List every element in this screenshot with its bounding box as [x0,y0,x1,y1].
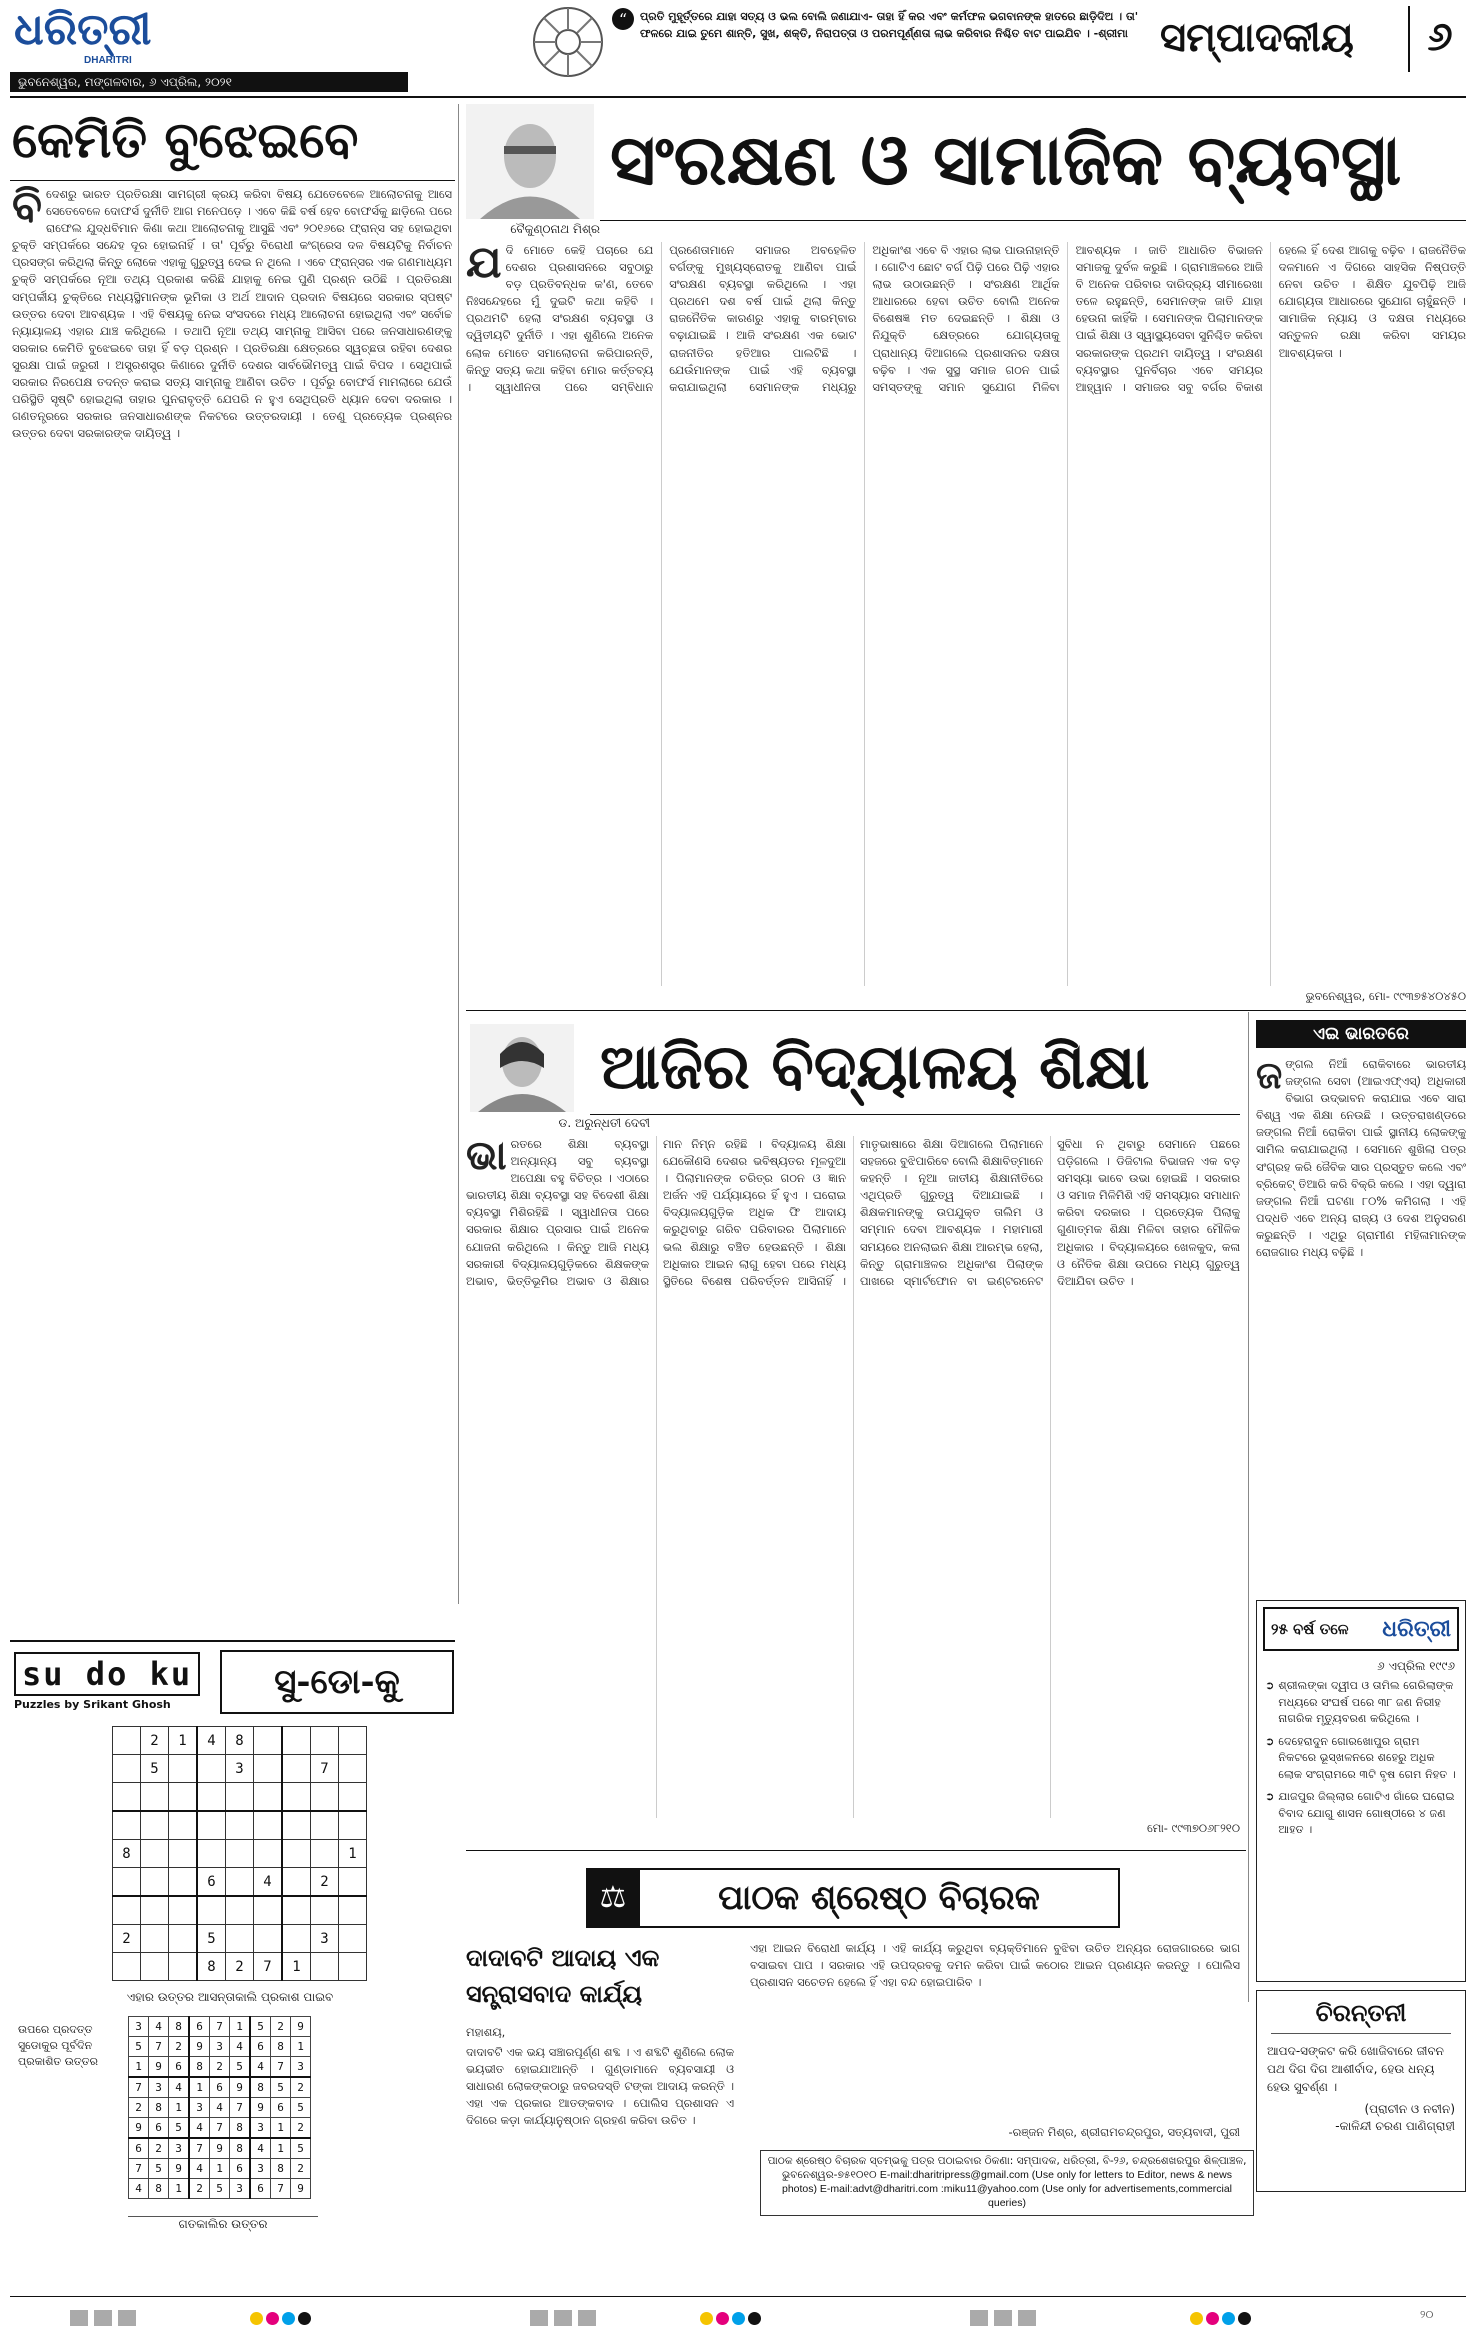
article2-body [466,1136,1240,1818]
sudoku-cell: 2 [271,2017,291,2037]
masthead-rule [10,96,1466,98]
sudoku-cell: 1 [271,2138,291,2159]
sudoku-cell: 2 [210,2057,230,2078]
sudoku-cell: 7 [210,2017,230,2037]
sudoku-row [113,1868,367,1897]
sudoku-cell [197,1783,226,1812]
sudoku-cell [254,1896,283,1925]
years25-list [1257,1676,1465,1841]
print-marks [10,2306,1466,2332]
sudoku-cell: 8 [230,2118,251,2139]
sudoku-cell: 9 [230,2077,251,2098]
sudoku-cell [254,1840,283,1868]
dateline-bar [10,72,408,92]
sudoku-cell [141,1896,169,1925]
sudoku-cell [282,1727,311,1755]
years25-item: ➲ ଶ୍ରୀଲଙ୍କା ଦ୍ୱୀପ ଓ ତାମିଲ ଗେରିଲାଙ୍କ ମଧ୍ୟରେ ସଂଘର୍ଷ ପରେ ୩୮ ଜଣ ନିରୀହ ନାଗରିକ ମୃତ୍ୟୁବରଣ କରିଥିଲେ । [1265,1679,1454,1725]
footer-rule [10,2296,1466,2297]
reg-dot-icon [1222,2312,1235,2325]
letters-banner-text: ପାଠକ ଶ୍ରେଷ୍ଠ ବିଚାରକ [718,1878,1040,1918]
sudoku-cell: 6 [250,2179,271,2199]
sudoku-cell: 9 [291,2179,311,2199]
sudoku-cell: 6 [189,2017,210,2037]
author-photo-1 [466,104,594,219]
letter-salutation: ମହାଶୟ, [466,2025,506,2039]
sudoku-cell: 9 [189,2037,210,2057]
sudoku-cell [197,1755,226,1783]
gray-strip-mid [530,2310,602,2330]
reg-dot-icon [748,2312,761,2325]
sudoku-cell: 3 [230,2179,251,2199]
letter-contact-od: ପାଠକ ଶ୍ରେଷ୍ଠ ବିଚାରକ ସ୍ତମ୍ଭକୁ ପତ୍ର ପଠାଇବାର ଠିକଣା: ସମ୍ପାଦକ, ଧରିତ୍ରୀ, ବି-୨୬, ଚନ୍ଦ୍ରଶେଖରପୁର ଶିଳ୍ପାଞ୍ଚଳ, ଭୁବନେଶ୍ୱର-୭୫୧୦୧୦ [767,2155,1247,2181]
sudoku-cell [141,1953,169,1981]
sudoku-cell: 1 [189,2077,210,2098]
letter-body-1: ଦାଦାବଟି ଏକ ଭୟ ସଞ୍ଚାରପୂର୍ଣ୍ଣ ଶବ୍ଦ । ଏ ଶବ୍ଦଟି ଶୁଣିଲେ ଲୋକ ଭୟଭୀତ ହୋଇଯାଆନ୍ତି । ଗୁଣ୍ଡାମାନେ ବ୍ୟବସାୟୀ ଓ ସାଧାରଣ ଲୋକଙ୍କଠାରୁ ଜବରଦସ୍ତି ଟଙ୍କା ଆଦାୟ କରନ୍ତି । ଏହା ଏକ ପ୍ରକାର ଆତଙ୍କବାଦ । ପୋଲିସ ପ୍ରଶାସନ ଏ ଦିଗରେ କଡ଼ା କାର୍ଯ୍ୟାନୁଷ୍ଠାନ ଗ୍ରହଣ କରିବା ଉଚିତ । [466,2045,734,2128]
sudoku-cell [197,1896,226,1925]
sudoku-cell: 6 [129,2138,149,2159]
logo-text: ଧରିତ୍ରୀ [14,4,152,55]
sudoku-cell: 2 [129,2098,149,2118]
sudoku-cell: 1 [169,1727,198,1755]
sudoku-cell: 5 [197,1925,226,1953]
sudoku-cell: 8 [226,1727,254,1755]
editorial-divider [458,104,459,1604]
years25-banner [1263,1607,1459,1651]
sudoku-cell: 2 [169,2037,190,2057]
sudoku-cell: 1 [129,2057,149,2078]
sudoku-row [129,2159,311,2179]
years25-date: ୬ ଏପ୍ରିଲ ୧୯୯୬ [1377,1659,1455,1673]
sudoku-row [129,2037,311,2057]
article1-dropcap: ଯ [466,242,502,288]
years25-item: ➲ ଯାଜପୁର ଜିଲ୍ଲାର ଗୋଟିଏ ଗାଁରେ ଘରୋଇ ବିବାଦ ଯୋଗୁ ଶାସନ ଗୋଷ୍ଠୀରେ ୪ ଜଣ ଆହତ । [1265,1790,1455,1836]
article1-text: ଦି ମୋତେ କେହି ପଚାରେ ଯେ ଦେଶର ପ୍ରଶାସନରେ ସବୁଠାରୁ ବଡ଼ ପ୍ରତିବନ୍ଧକ କ'ଣ, ତେବେ ନିଃସନ୍ଦେହରେ ମୁଁ ଦୁଇଟି କଥା କହିବି । ପ୍ରଥମଟି ହେଲା ସଂରକ୍ଷଣ ବ୍ୟବସ୍ଥା ଓ ଦ୍ୱିତୀୟଟି ଦୁର୍ନୀତି । ଏହା ଶୁଣିଲେ ଅନେକ ଲୋକ ମୋତେ ସମାଲୋଚନା କରିପାରନ୍ତି, କିନ୍ତୁ ସତ୍ୟ କଥା କହିବା ମୋର କର୍ତ୍ତବ୍ୟ । ସ୍ୱାଧୀନତା ପରେ ସମ୍ବିଧାନ ପ୍ରଣେତାମାନେ ସମାଜର ଅବହେଳିତ ବର୍ଗଙ୍କୁ ମୁଖ୍ୟସ୍ରୋତକୁ ଆଣିବା ପାଇଁ ସଂରକ୍ଷଣ ବ୍ୟବସ୍ଥା କରିଥିଲେ । ଏହା ପ୍ରଥମେ ଦଶ ବର୍ଷ ପାଇଁ ଥିଲା କିନ୍ତୁ ରାଜନୈତିକ କାରଣରୁ ଏହାକୁ ବାରମ୍ବାର ବଢ଼ାଯାଇଛି । ଆଜି ସଂରକ୍ଷଣ ଏକ ଭୋଟ ରାଜନୀତିର ହତିଆର ପାଲଟିଛି । ଯେଉଁମାନଙ୍କ ପାଇଁ ଏହି ବ୍ୟବସ୍ଥା କରାଯାଇଥିଲା ସେମାନଙ୍କ ମଧ୍ୟରୁ ଅଧିକାଂଶ ଏବେ ବି ଏହାର ଲାଭ ପାଉନାହାନ୍ତି । ଗୋଟିଏ ଛୋଟ ବର୍ଗ ପିଢ଼ି ପରେ ପିଢ଼ି ଏହାର ଲାଭ ଉଠାଉଛନ୍ତି । ସଂରକ୍ଷଣ ଆର୍ଥିକ ଆଧାରରେ ହେବା ଉଚିତ ବୋଲି ଅନେକ ବିଶେଷଜ୍ଞ ମତ ଦେଇଛନ୍ତି । ଶିକ୍ଷା ଓ ନିଯୁକ୍ତି କ୍ଷେତ୍ରରେ ଯୋଗ୍ୟତାକୁ ପ୍ରାଧାନ୍ୟ ଦିଆଗଲେ ପ୍ରଶାସନର ଦକ୍ଷତା ବଢ଼ିବ । ଏକ ସୁସ୍ଥ ସମାଜ ଗଠନ ପାଇଁ ସମସ୍ତଙ୍କୁ ସମାନ ସୁଯୋଗ ମିଳିବା ଆବଶ୍ୟକ । ଜାତି ଆଧାରିତ ବିଭାଜନ ସମାଜକୁ ଦୁର୍ବଳ କରୁଛି । ଗ୍ରାମାଞ୍ଚଳରେ ଆଜି ବି ଅନେକ ପରିବାର ଦାରିଦ୍ର୍ୟ ସୀମାରେଖା ତଳେ ରହୁଛନ୍ତି, ସେମାନଙ୍କ ଜାତି ଯାହା ହେଉନା କାହିଁକି । ସେମାନଙ୍କ ପିଲାମାନଙ୍କ ପାଇଁ ଶିକ୍ଷା ଓ ସ୍ୱାସ୍ଥ୍ୟସେବା ସୁନିଶ୍ଚିତ କରିବା ସରକାରଙ୍କ ପ୍ରଥମ ଦାୟିତ୍ୱ । ସଂରକ୍ଷଣ ବ୍ୟବସ୍ଥାର ପୁନର୍ବିଚାର ଏବେ ସମୟର ଆହ୍ୱାନ । ସମାଜର ସବୁ ବର୍ଗର ବିକାଶ ହେଲେ ହିଁ ଦେଶ ଆଗକୁ ବଢ଼ିବ । ରାଜନୈତିକ ଦଳମାନେ ଏ ଦିଗରେ ସାହସିକ ନିଷ୍ପତ୍ତି ନେବା ଉଚିତ । ଶିକ୍ଷିତ ଯୁବପିଢ଼ି ଆଜି ଯୋଗ୍ୟତା ଆଧାରରେ ସୁଯୋଗ ଚାହୁଁଛନ୍ତି । ସାମାଜିକ ନ୍ୟାୟ ଓ ଦକ୍ଷତା ମଧ୍ୟରେ ସନ୍ତୁଳନ ରକ୍ଷା କରିବା ସମୟର ଆବଶ୍ୟକତା । [466,243,1466,394]
section-title: ସମ୍ପାଦକୀୟ [1160,14,1354,61]
reg-mark-3 [1190,2310,1254,2329]
sudoku-cell: 4 [250,2057,271,2078]
sudoku-cell: 3 [250,2159,271,2179]
sudoku-row [129,2017,311,2037]
gavel-icon: ⚖ [586,1870,640,1926]
sudoku-cell: 2 [291,2159,311,2179]
sudoku-cell: 3 [149,2077,169,2098]
sudoku-answer-note: ଏହାର ଉତ୍ତର ଆସନ୍ତାକାଲି ପ୍ରକାଶ ପାଇବ [126,1990,334,2004]
sudoku-cell [339,1953,367,1981]
sudoku-cell: 1 [282,1953,311,1981]
sidebar-divider [1248,1012,1249,2002]
sudoku-row [129,2057,311,2078]
masthead-quote: ପ୍ରତି ମୁହୂର୍ତ୍ତରେ ଯାହା ସତ୍ୟ ଓ ଭଲ ବୋଲି ଜଣାଯାଏ- ତାହା ହିଁ କର ଏବଂ କର୍ମଫଳ ଭଗବାନଙ୍କ ହାତରେ ଛାଡ଼ିଦିଅ । ତା' ଫଳରେ ଯାଇ ତୁମେ ଶାନ୍ତି, ସୁଖ, ଶକ୍ତି, ନିରାପତ୍ତା ଓ ପରମପୂର୍ଣ୍ଣତା ଲାଭ କରିବାର ନିଶ୍ଚିତ ବାଟ ପାଇଯିବ । -ଶ୍ରୀମା [640,10,1139,40]
sudoku-cell [254,1783,283,1812]
reg-dot-icon [716,2312,729,2325]
page-code: ୨୦ [1420,2308,1434,2321]
sudoku-cell: 6 [197,1868,226,1897]
sudoku-cell: 1 [210,2159,230,2179]
sudoku-cell [113,1811,141,1840]
article2-dropcap: ଭା [466,1136,507,1179]
sudoku-cell [113,1896,141,1925]
chirantani-heading: ଚିରନ୍ତନୀ [1271,1993,1451,2034]
e-bharatare-dropcap: ଜ [1256,1056,1283,1097]
sudoku-row [113,1727,367,1755]
sudoku-cell: 9 [210,2138,230,2159]
sudoku-cell: 4 [149,2017,169,2037]
sudoku-row [129,2179,311,2199]
sudoku-cell: 8 [230,2138,251,2159]
sudoku-row [113,1783,367,1812]
editorial-dropcap: ବି [12,186,43,232]
sudoku-cell [226,1925,254,1953]
quote-mark-icon: “ [612,8,634,30]
years25-box [1256,1600,1466,1982]
sudoku-cell: 8 [271,2159,291,2179]
sudoku-cell [226,1783,254,1812]
sudoku-cell: 4 [250,2138,271,2159]
sudoku-cell: 4 [169,2077,190,2098]
sudoku-cell: 7 [129,2077,149,2098]
sudoku-cell: 4 [254,1868,283,1897]
sudoku-cell [282,1783,311,1812]
sudoku-cell: 5 [271,2077,291,2098]
sudoku-cell [113,1953,141,1981]
sudoku-cell [197,1811,226,1840]
sudoku-cell: 3 [250,2118,271,2139]
sudoku-solution-grid [128,2016,311,2199]
letters-top-rule [466,1850,1246,1851]
sudoku-cell: 6 [271,2098,291,2118]
sudoku-cell: 9 [169,2159,190,2179]
sudoku-cell: 3 [169,2138,190,2159]
sudoku-cell: 8 [189,2057,210,2078]
sudoku-cell: 2 [291,2077,311,2098]
sudoku-solution-note: ଉପରେ ପ୍ରଦତ୍ତ ସୁଡୋକୁର ପୂର୍ବଦିନ ପ୍ରକାଶିତ ଉତ୍ତର [18,2023,98,2068]
sudoku-cell [141,1840,169,1868]
sudoku-cell: 4 [129,2179,149,2199]
sudoku-cell: 5 [210,2179,230,2199]
sudoku-row [129,2098,311,2118]
article2-author: ଡ. ଅରୁନ୍ଧତୀ ଦେବୀ [558,1116,650,1130]
sudoku-cell: 4 [189,2159,210,2179]
sudoku-cell [282,1896,311,1925]
sudoku-solution-caption: ଗତକାଲିର ଉତ୍ତର [128,2216,318,2232]
sudoku-cell [169,1811,198,1840]
logo-sub: DHARITRI [84,55,132,66]
sudoku-cell: 3 [226,1755,254,1783]
sudoku-cell [339,1783,367,1812]
sudoku-cell: 5 [129,2037,149,2057]
sudoku-cell: 6 [210,2077,230,2098]
sudoku-row [129,2077,311,2098]
sudoku-cell [254,1811,283,1840]
article1-bottom-rule [466,1010,1466,1011]
sudoku-cell [169,1783,198,1812]
gray-strip-right [970,2310,1042,2330]
letters-banner [586,1868,1120,1928]
article2-contact: ମୋ- ୯୯୩୭୦୬୮୨୧୦ [1146,1821,1240,1835]
sudoku-cell: 7 [254,1953,283,1981]
sudoku-cell: 5 [291,2098,311,2118]
sudoku-cell [226,1840,254,1868]
sudoku-cell: 7 [271,2057,291,2078]
reg-dot-icon [1190,2312,1203,2325]
editorial-text: ଦେଶରୁ ଭାରତ ପ୍ରତିରକ୍ଷା ସାମଗ୍ରୀ କ୍ରୟ କରିବା ବିଷୟ ଯେତେବେଳେ ଆଲୋଚନାକୁ ଆସେ ସେତେବେଳେ ଦୋଫର୍ସ ଦୁର୍ନୀତି ଆଗ ମନେପଡ଼େ । ଏବେ କିଛି ବର୍ଷ ହେବ ବୋଫର୍ସକୁ ଛାଡ଼ିଲେ ପରେ ରାଫେଲ ଯୁଦ୍ଧବିମାନ କିଣା କଥା ଆଲୋଚନାକୁ ଆସୁଛି ଏବଂ ୨୦୧୬ରେ ଫ୍ରାନ୍ସ ସହ ହୋଇଥିବା ଚୁକ୍ତି ସମ୍ପର୍କରେ ସନ୍ଦେହ ଦୂର ହୋଇନାହିଁ । ତା' ପୂର୍ବରୁ ବିରୋଧୀ କଂଗ୍ରେସ ଦଳ ବିଷୟଟିକୁ ନିର୍ବାଚନ ପ୍ରସଙ୍ଗ କରିଥିଲା କିନ୍ତୁ ଲୋକେ ଏହାକୁ ଗୁରୁତ୍ୱ ଦେଇ ନ ଥିଲେ । ଏବେ ଫ୍ରାନ୍ସର ଏକ ଗଣମାଧ୍ୟମ ଚୁକ୍ତି ସମ୍ପର୍କରେ ନୂଆ ତଥ୍ୟ ପ୍ରକାଶ କରିଛି ଯାହାକୁ ନେଇ ପୁଣି ପ୍ରଶ୍ନ ଉଠିଛି । ପ୍ରତିରକ୍ଷା ସମ୍ପର୍କୀୟ ଚୁକ୍ତିରେ ମଧ୍ୟସ୍ଥିମାନଙ୍କ ଭୂମିକା ଓ ଅର୍ଥ ଆଦାନ ପ୍ରଦାନ ବିଷୟରେ ସରକାର ସ୍ପଷ୍ଟ ଉତ୍ତର ଦେବା ଆବଶ୍ୟକ । ଏହି ବିଷୟକୁ ନେଇ ସଂସଦରେ ମଧ୍ୟ ଆଲୋଚନା ହୋଇଥିଲା ଏବଂ ସର୍ବୋଚ୍ଚ ନ୍ୟାୟାଳୟ ଏହାର ଯାଞ୍ଚ କରିଥିଲେ । ତଥାପି ନୂଆ ତଥ୍ୟ ସାମ୍ନାକୁ ଆସିବା ପରେ ଜନସାଧାରଣଙ୍କୁ ସରକାର କେମିତି ବୁଝେଇବେ ତାହା ହିଁ ବଡ଼ ପ୍ରଶ୍ନ । ପ୍ରତିରକ୍ଷା କ୍ଷେତ୍ରରେ ସ୍ୱଚ୍ଛତା ରହିବା ଦେଶର ସୁରକ୍ଷା ପାଇଁ ଜରୁରୀ । ଅସ୍ତ୍ରଶସ୍ତ୍ର କିଣାରେ ଦୁର୍ନୀତି ଦେଶର ସାର୍ବଭୌମତ୍ୱ ପାଇଁ ବିପଦ । ସେଥିପାଇଁ ସରକାର ନିରପେକ୍ଷ ତଦନ୍ତ କରାଇ ସତ୍ୟ ସାମ୍ନାକୁ ଆଣିବା ଉଚିତ । ପୂର୍ବରୁ ବୋଫର୍ସ ମାମଲାରେ ଯେଉଁ ପରିସ୍ଥିତି ସୃଷ୍ଟି ହୋଇଥିଲା ତାହାର ପୁନରାବୃତ୍ତି ଯେପରି ନ ହୁଏ ସେଥିପ୍ରତି ଧ୍ୟାନ ଦେବା ଦରକାର । ଗଣତନ୍ତ୍ରରେ ସରକାର ଜନସାଧାରଣଙ୍କ ନିକଟରେ ଉତ୍ତରଦାୟୀ । ତେଣୁ ପ୍ରତ୍ୟେକ ପ୍ରଶ୍ନର ଉତ୍ତର ଦେବା ସରକାରଙ୍କ ଦାୟିତ୍ୱ । [12,187,452,441]
sudoku-cell: 5 [250,2017,271,2037]
sudoku-cell [226,1811,254,1840]
reg-dot-icon [250,2312,263,2325]
sudoku-cell: 9 [129,2118,149,2139]
sudoku-cell [282,1868,311,1897]
sudoku-cell [113,1868,141,1897]
sudoku-cell: 3 [210,2037,230,2057]
sudoku-cell: 6 [230,2159,251,2179]
article1-body [466,242,1466,986]
letter-contact-en: E-mail:dharitripress@gmail.com (Use only for letters to Editor, news & news photos) E-mail:advt@dharitri.com :miku11@yahoo.com (Use only for advertisements,commercial queries) [781,2169,1233,2209]
chirantani-author: -କାଳିନ୍ଦୀ ଚରଣ ପାଣିଗ୍ରାହୀ [1335,2119,1455,2133]
e-bharatare-body [1256,1056,1466,1584]
sudoku-cell [311,1840,339,1868]
letter-signature: -ରଞ୍ଜନ ମିଶ୍ର, ଶ୍ରୀରାମଚନ୍ଦ୍ରପୁର, ସତ୍ୟବାଦୀ, ପୁରୀ [1008,2125,1240,2139]
sudoku-cell [169,1925,198,1953]
sudoku-cell: 2 [113,1925,141,1953]
sudoku-cell [282,1925,311,1953]
sudoku-cell: 4 [210,2098,230,2118]
sudoku-cell: 3 [291,2057,311,2078]
sudoku-row [113,1755,367,1783]
sudoku-cell: 2 [226,1953,254,1981]
sudoku-cell [339,1868,367,1897]
chirantani-quote: ଆପଦ-ସଙ୍କଟ କରି ଖୋଜିବାରେ ଜୀବନ ପଥ ଦିଗ ଦିଗ ଆଶୀର୍ବାଦ, ହେଉ ଧନ୍ୟ ହେଉ ସୁବର୍ଣ୍ଣ । [1267,2044,1444,2094]
sudoku-cell: 1 [169,2098,190,2118]
sudoku-logo [14,1652,204,1714]
sudoku-cell: 8 [113,1840,141,1868]
sudoku-cell: 5 [149,2159,169,2179]
author-photo-2 [470,1024,574,1112]
sudoku-cell: 8 [149,2179,169,2199]
sudoku-cell: 5 [291,2138,311,2159]
sudoku-cell: 3 [189,2098,210,2118]
sudoku-cell [339,1727,367,1755]
sudoku-cell [226,1868,254,1897]
reg-mark-1 [250,2310,314,2329]
reg-dot-icon [282,2312,295,2325]
sudoku-cell: 5 [230,2057,251,2078]
article2-title: ଆଜିର ବିଦ୍ୟାଳୟ ଶିକ୍ଷା [600,1030,1150,1103]
reg-mark-2 [700,2310,764,2329]
sudoku-cell: 3 [129,2017,149,2037]
sudoku-cell [339,1811,367,1840]
sudoku-cell: 1 [339,1840,367,1868]
sudoku-cell: 9 [250,2098,271,2118]
sudoku-cell: 3 [311,1925,339,1953]
sudoku-cell: 7 [149,2037,169,2057]
editorial-title: କେମିତି ବୁଝେଇବେ [12,110,359,169]
sudoku-cell [311,1783,339,1812]
sudoku-label-en: su do ku [14,1652,200,1696]
sudoku-cell: 8 [169,2017,190,2037]
sudoku-row [129,2118,311,2139]
sudoku-cell: 4 [230,2037,251,2057]
sudoku-cell [141,1868,169,1897]
sudoku-row [113,1811,367,1840]
sudoku-cell: 6 [149,2118,169,2139]
letter-title: ଦାଦାବଟି ଆଦାୟ ଏକ ସନ୍ତ୍ରାସବାଦ କାର୍ଯ୍ୟ [466,1943,660,2008]
article2-title-rule [590,1114,1240,1115]
sudoku-cell [113,1783,141,1812]
sudoku-cell: 5 [141,1755,169,1783]
sudoku-cell: 4 [189,2118,210,2139]
reg-dot-icon [266,2312,279,2325]
editorial-title-rule [10,180,455,181]
sudoku-cell [197,1840,226,1868]
sudoku-cell: 9 [291,2017,311,2037]
sudoku-cell [311,1811,339,1840]
sudoku-row [113,1953,367,1981]
sudoku-cell [282,1840,311,1868]
sudoku-cell: 7 [189,2138,210,2159]
sudoku-cell [141,1925,169,1953]
reg-dot-icon [700,2312,713,2325]
gray-strip-left [70,2310,142,2330]
sudoku-cell: 7 [129,2159,149,2179]
sudoku-cell: 2 [291,2118,311,2139]
sudoku-cell: 5 [169,2118,190,2139]
sudoku-cell: 6 [169,2057,190,2078]
sudoku-cell [339,1896,367,1925]
reg-dot-icon [298,2312,311,2325]
sudoku-cell [282,1755,311,1783]
sudoku-cell: 9 [149,2057,169,2078]
letter-contact-box [760,2150,1254,2216]
reg-dot-icon [1206,2312,1219,2325]
sudoku-grid [112,1726,367,1981]
dateline: ଭୁବନେଶ୍ୱର, ମଙ୍ଗଳବାର, ୬ ଏପ୍ରିଲ, ୨୦୨୧ [18,75,232,89]
reg-dot-icon [1238,2312,1251,2325]
sudoku-cell: 6 [250,2037,271,2057]
sudoku-row [129,2138,311,2159]
sudoku-cell [339,1755,367,1783]
sudoku-cell [311,1896,339,1925]
sudoku-cell: 7 [271,2179,291,2199]
sudoku-cell [339,1925,367,1953]
years25-item: ➲ ଦେହେରାଦୁନ ଗୋରଖୋପୁର ଗ୍ରାମ ନିକଟରେ ଭୂସ୍ଖଳନରେ ଶହେରୁ ଅଧିକ ଲୋକ ସଂଗ୍ରାମରେ ୩ଟି ବୃଷ ଗେମ ନିହତ । [1265,1734,1456,1781]
sudoku-cell [169,1840,198,1868]
sudoku-cell: 8 [149,2098,169,2118]
years25-label: ୨୫ ବର୍ଷ ତଳେ [1271,1620,1349,1638]
sudoku-cell: 1 [291,2037,311,2057]
sudoku-cell: 8 [197,1953,226,1981]
sudoku-cell: 2 [189,2179,210,2199]
sudoku-cell: 1 [230,2017,251,2037]
sudoku-cell [169,1953,198,1981]
sudoku-cell: 7 [230,2098,251,2118]
sudoku-cell: 7 [311,1755,339,1783]
sudoku-cell [254,1755,283,1783]
sudoku-row [113,1840,367,1868]
article1-author: ବୈକୁଣ୍ଠନାଥ ମିଶ୍ର [510,222,600,236]
sun-emblem-icon [530,4,606,80]
article1-contact: ଭୁବନେଶ୍ୱର, ମୋ- ୯୯୩୭୫୪୦୪୫୦ [1305,989,1466,1003]
sudoku-cell: 7 [210,2118,230,2139]
sudoku-cell: 1 [169,2179,190,2199]
sudoku-cell: 8 [250,2077,271,2098]
sudoku-cell [113,1727,141,1755]
letter-body-2: ଏହା ଆଇନ ବିରୋଧୀ କାର୍ଯ୍ୟ । ଏହି କାର୍ଯ୍ୟ କରୁଥିବା ବ୍ୟକ୍ତିମାନେ ବୁଝିବା ଉଚିତ ଅନ୍ୟର ରୋଜଗାରରେ ଭାଗ ବସାଇବା ପାପ । ସରକାର ଏହି ଉପଦ୍ରବକୁ ଦମନ କରିବା ପାଇଁ କଠୋର ଆଇନ ପ୍ରଣୟନ କରନ୍ତୁ । ପୋଲିସ ପ୍ରଶାସନ ସଚେତନ ହେଲେ ହିଁ ଏହା ବନ୍ଦ ହୋଇପାରିବ । [750,1941,1240,1990]
sudoku-cell [254,1727,283,1755]
chirantani-box [1256,1990,1466,2192]
article1-title: ସଂରକ୍ଷଣ ଓ ସାମାଜିକ ବ୍ୟବସ୍ଥା [610,118,1402,201]
sudoku-cell [311,1953,339,1981]
sudoku-cell [311,1727,339,1755]
sudoku-label-od: ସୁ-ଡୋ-କୁ [220,1650,454,1714]
sudoku-row [113,1925,367,1953]
sudoku-cell: 2 [149,2138,169,2159]
sudoku-cell [254,1925,283,1953]
page-number: ୬ [1408,6,1470,72]
e-bharatare-text: ଙ୍ଗଲ ନିଆଁ ରୋକିବାରେ ଭାରତୀୟ ଜଙ୍ଗଲ ସେବା (ଆଇଏଫ୍ଏସ୍) ଅଧିକାରୀ ବିଭାଗ ଉଦ୍ଭାବନ କରାଯାଇ ଏବେ ସାରା ବିଶ୍ୱ ଏକ ଶିକ୍ଷା ନେଉଛି । ଉତ୍ତରାଖଣ୍ଡରେ ଜଙ୍ଗଲ ନିଆଁ ରୋକିବା ପାଇଁ ସ୍ଥାନୀୟ ଲୋକଙ୍କୁ ସାମିଲ କରାଯାଇଥିଲା । ସେମାନେ ଶୁଖିଲା ପତ୍ର ସଂଗ୍ରହ କରି ଜୈବିକ ସାର ପ୍ରସ୍ତୁତ କଲେ ଏବଂ ବ୍ରିକେଟ୍ ତିଆରି କରି ବିକ୍ରି କଲେ । ଏହା ଦ୍ୱାରା ଜଙ୍ଗଲ ନିଆଁ ଘଟଣା ୮୦% କମିଗଲା । ଏହି ପଦ୍ଧତି ଏବେ ଅନ୍ୟ ରାଜ୍ୟ ଓ ଦେଶ ଅନୁସରଣ କରୁଛନ୍ତି । ଏଥିରୁ ଗ୍ରାମୀଣ ମହିଳାମାନଙ୍କ ରୋଜଗାର ମଧ୍ୟ ବଢ଼ିଛି । [1256,1057,1466,1260]
years25-logo: ଧରିତ୍ରୀ [1382,1616,1451,1642]
sudoku-cell: 1 [271,2118,291,2139]
sudoku-credit: Puzzles by Srikant Ghosh [14,1698,171,1711]
sudoku-cell: 2 [141,1727,169,1755]
article2-text: ରତରେ ଶିକ୍ଷା ବ୍ୟବସ୍ଥା ଅନ୍ୟାନ୍ୟ ସବୁ ବ୍ୟବସ୍ଥା ଅପେକ୍ଷା ବହୁ ବିଚିତ୍ର । ଏଠାରେ ଭାରତୀୟ ଶିକ୍ଷା ବ୍ୟବସ୍ଥା ସହ ବିଦେଶୀ ଶିକ୍ଷା ବ୍ୟବସ୍ଥା ମିଶିରହିଛି । ସ୍ୱାଧୀନତା ପରେ ସରକାର ଶିକ୍ଷାର ପ୍ରସାର ପାଇଁ ଅନେକ ଯୋଜନା କରିଥିଲେ । କିନ୍ତୁ ଆଜି ମଧ୍ୟ ସରକାରୀ ବିଦ୍ୟାଳୟଗୁଡ଼ିକରେ ଶିକ୍ଷକଙ୍କ ଅଭାବ, ଭିତ୍ତିଭୂମିର ଅଭାବ ଓ ଶିକ୍ଷାର ମାନ ନିମ୍ନ ରହିଛି । ବିଦ୍ୟାଳୟ ଶିକ୍ଷା ଯେକୌଣସି ଦେଶର ଭବିଷ୍ୟତର ମୂଳଦୁଆ । ପିଲାମାନଙ୍କ ଚରିତ୍ର ଗଠନ ଓ ଜ୍ଞାନ ଅର୍ଜନ ଏହି ପର୍ଯ୍ୟାୟରେ ହିଁ ହୁଏ । ଘରୋଇ ବିଦ୍ୟାଳୟଗୁଡ଼ିକ ଅଧିକ ଫି ଆଦାୟ କରୁଥିବାରୁ ଗରିବ ପରିବାରର ପିଲାମାନେ ଭଲ ଶିକ୍ଷାରୁ ବଞ୍ଚିତ ହେଉଛନ୍ତି । ଶିକ୍ଷା ଅଧିକାର ଆଇନ ଲାଗୁ ହେବା ପରେ ମଧ୍ୟ ସ୍ଥିତିରେ ବିଶେଷ ପରିବର୍ତ୍ତନ ଆସିନାହିଁ । ମାତୃଭାଷାରେ ଶିକ୍ଷା ଦିଆଗଲେ ପିଲାମାନେ ସହଜରେ ବୁଝିପାରିବେ ବୋଲି ଶିକ୍ଷାବିତ୍ମାନେ କହନ୍ତି । ନୂଆ ଜାତୀୟ ଶିକ୍ଷାନୀତିରେ ଏଥିପ୍ରତି ଗୁରୁତ୍ୱ ଦିଆଯାଇଛି । ଶିକ୍ଷକମାନଙ୍କୁ ଉପଯୁକ୍ତ ତାଲିମ ଓ ସମ୍ମାନ ଦେବା ଆବଶ୍ୟକ । ମହାମାରୀ ସମୟରେ ଅନଲାଇନ ଶିକ୍ଷା ଆରମ୍ଭ ହେଲା, କିନ୍ତୁ ଗ୍ରାମାଞ୍ଚଳର ଅଧିକାଂଶ ପିଲାଙ୍କ ପାଖରେ ସ୍ମାର୍ଟଫୋନ ବା ଇଣ୍ଟରନେଟ ସୁବିଧା ନ ଥିବାରୁ ସେମାନେ ପଛରେ ପଡ଼ିଗଲେ । ଡିଜିଟାଲ ବିଭାଜନ ଏକ ବଡ଼ ସମସ୍ୟା ଭାବେ ଉଭା ହୋଇଛି । ସରକାର ଓ ସମାଜ ମିଳିମିଶି ଏହି ସମସ୍ୟାର ସମାଧାନ କରିବା ଦରକାର । ପ୍ରତ୍ୟେକ ପିଲାକୁ ଗୁଣାତ୍ମକ ଶିକ୍ଷା ମିଳିବା ତାହାର ମୌଳିକ ଅଧିକାର । ବିଦ୍ୟାଳୟରେ ଖେଳକୁଦ, କଳା ଓ ନୈତିକ ଶିକ୍ଷା ଉପରେ ମଧ୍ୟ ଗୁରୁତ୍ୱ ଦିଆଯିବା ଉଚିତ । [466,1137,1240,1288]
chirantani-source: (ପ୍ରାଚୀନ ଓ ନବୀନ) [1364,2102,1455,2116]
sudoku-cell [113,1755,141,1783]
sudoku-cell [226,1896,254,1925]
sudoku-cell: 4 [197,1727,226,1755]
sudoku-cell [141,1811,169,1840]
sudoku-top-rule [10,1640,455,1642]
sudoku-row [113,1896,367,1925]
sudoku-cell [282,1811,311,1840]
sudoku-cell: 8 [271,2037,291,2057]
masthead-logo [14,4,189,64]
sudoku-cell [169,1868,198,1897]
sudoku-cell [169,1896,198,1925]
sudoku-cell [141,1783,169,1812]
sudoku-cell [169,1755,198,1783]
sudoku-cell: 2 [311,1868,339,1897]
e-bharatare-heading: ଏଇ ଭାରତରେ [1256,1020,1466,1048]
editorial-body [12,186,452,1506]
article1-title-rule [600,220,1466,221]
reg-dot-icon [732,2312,745,2325]
